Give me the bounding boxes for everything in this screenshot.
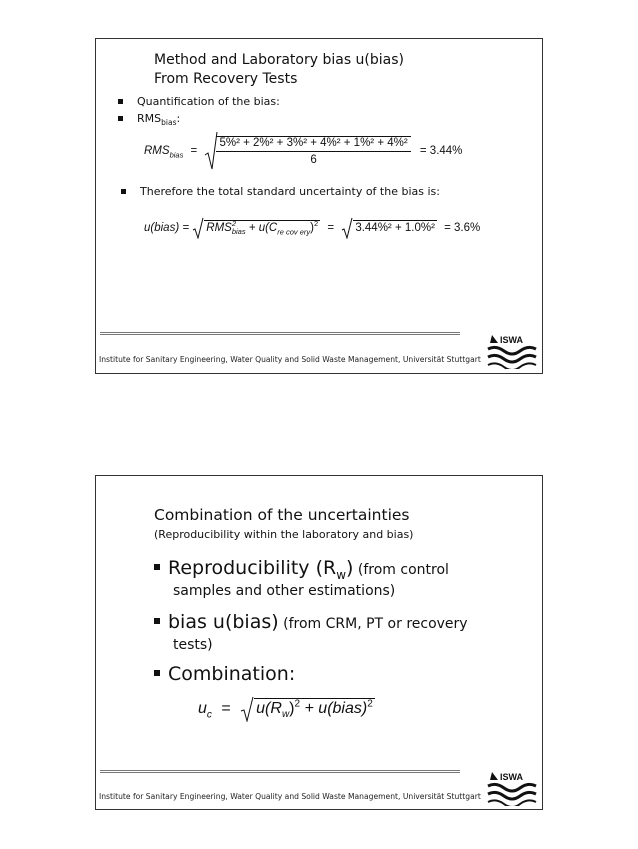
bullet-square-icon (121, 189, 126, 194)
rms-label-sub: bias (161, 118, 177, 128)
eq-uc-equals: = (221, 700, 231, 718)
slide2-subtitle: (Reproducibility within the laboratory and bias) (154, 528, 414, 541)
eq-uc-rad-a: u(R (256, 700, 282, 718)
eq2-term1-sub: bias (231, 227, 246, 236)
b2-small: (from CRM, PT or recovery (278, 616, 468, 632)
eq2-term2-sub: re cov ery (277, 227, 311, 237)
eq2-radicand (204, 219, 320, 237)
eq1-numerator: 5%² + 2%² + 3%² + 4%² + 1%² + 4%² (216, 137, 410, 152)
b1-main: Reproducibility (R (168, 557, 337, 579)
eq2-term1-sup: 2 (231, 219, 236, 228)
eq2-rad2: 3.44%² + 1.0%² (355, 222, 435, 235)
eq1-result: = 3.44% (419, 145, 463, 158)
footer-text: Institute for Sanitary Engineering, Water Quality and Solid Waste Management, Universität Stuttgart (99, 792, 481, 801)
iswa-logo-icon (486, 766, 538, 806)
eq-uc-rad-a-sub: w (281, 709, 290, 721)
bullet-square-icon (118, 116, 123, 121)
bullet-square-icon (154, 564, 160, 570)
slide1-title-line1: Method and Laboratory bias u(bias) (154, 52, 405, 68)
b1-sub: w (336, 567, 347, 582)
equation-uc (198, 696, 375, 722)
sqrt-icon (341, 217, 353, 239)
b2-main: bias u(bias) (168, 611, 279, 633)
eq-uc-lhs-sub: c (206, 709, 212, 721)
b2-continuation: tests) (173, 637, 213, 653)
b1-continuation: samples and other estimations) (173, 583, 396, 599)
eq2-term2-sup: 2 (314, 219, 319, 229)
eq2-term2-end: ) (310, 222, 315, 235)
bullet-text: Quantification of the bias: (137, 95, 280, 108)
logo-text: ISWA (500, 335, 524, 345)
eq-uc-rad-b-sup: 2 (367, 698, 373, 710)
slide-2 (95, 475, 543, 810)
equation-rms-bias: $RMS_{bias}$ = $\frac{\text{5\%² + 2\%² + 3\%² + 4\%² + 1\%² + 4\%²}}{6}$ = 3.44% (144, 131, 462, 171)
eq-uc-rad-a-end: ) (289, 700, 295, 718)
footer-rule (100, 332, 460, 335)
bullet-quantification (118, 95, 280, 108)
b1-close: ) (346, 557, 354, 579)
bullet-combination (154, 662, 295, 686)
eq-uc-lhs: u (198, 700, 207, 718)
equation-u-bias (144, 217, 480, 239)
b3-main: Combination: (168, 663, 296, 685)
slide1-title (154, 51, 404, 89)
eq2-lhs: u(bias) = (144, 222, 190, 235)
sqrt-icon (192, 217, 204, 239)
eq2-result: = 3.6% (444, 222, 481, 235)
logo-text: ISWA (500, 772, 524, 782)
iswa-logo-icon (486, 329, 538, 369)
rms-label: RMS (137, 112, 162, 125)
eq2-mid: = (327, 222, 335, 235)
bullet-square-icon (154, 670, 160, 676)
eq2-term1: RMS (206, 222, 232, 235)
eq1-denominator: 6 (310, 154, 317, 166)
bullet-therefore (121, 185, 440, 198)
eq-uc-radicand (254, 698, 375, 721)
eq2-term2: + u(C (245, 222, 278, 235)
bullet-rms (118, 112, 180, 127)
slide1-title-line2: From Recovery Tests (154, 71, 298, 87)
bullet-square-icon (154, 618, 160, 624)
footer-rule (100, 770, 460, 773)
eq-uc-rad-a-sup: 2 (294, 698, 301, 710)
slide2-title: Combination of the uncertainties (154, 506, 410, 524)
eq-uc-rad-b: + u(bias) (300, 700, 368, 718)
eq1-lhs-sub: bias (169, 150, 184, 160)
eq1-lhs: RMS (144, 145, 170, 158)
rms-colon: : (176, 112, 181, 125)
bullet-bias (154, 610, 468, 636)
bullet-square-icon (118, 99, 123, 104)
bullet-text: Therefore the total standard uncertainty of the bias is: (140, 185, 440, 198)
b1-small: (from control (353, 562, 449, 578)
sqrt-icon (240, 696, 254, 722)
slide-1 (95, 38, 543, 374)
footer-text: Institute for Sanitary Engineering, Water Quality and Solid Waste Management, Universität Stuttgart (99, 355, 481, 364)
